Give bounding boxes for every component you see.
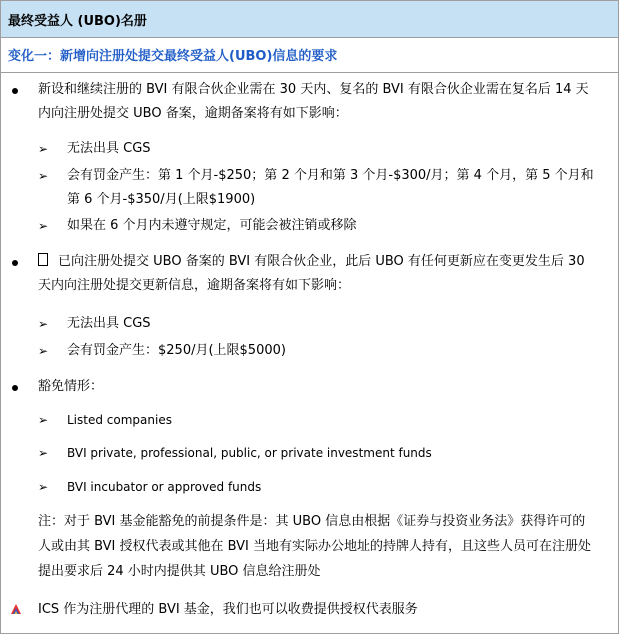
exemptions-label: 豁免情形：	[38, 379, 104, 394]
section2-item: 无法出具 CGS	[67, 316, 151, 331]
bullet-icon	[12, 260, 18, 266]
table-header	[1, 1, 618, 38]
arrow-icon: ➢	[38, 142, 49, 156]
subtitle-row	[1, 38, 618, 73]
arrow-icon: ➢	[38, 219, 49, 233]
section1-line2: 内向注册处提交 UBO 备案，逾期备案将有如下影响：	[38, 106, 348, 121]
bullet-icon	[12, 385, 18, 391]
exemption-item: BVI private, professional, public, or private investment funds	[67, 446, 432, 460]
section1-item: 无法出具 CGS	[67, 141, 151, 156]
section1-item: 如果在 6 个月内未遵守规定，可能会被注销或移除	[67, 218, 357, 233]
section2-line2: 天内向注册处提交更新信息，逾期备案将有如下影响：	[38, 278, 351, 293]
section-subtitle: 变化一：新增向注册处提交最终受益人(UBO)信息的要求	[8, 49, 338, 64]
arrow-icon: ➢	[38, 446, 49, 460]
bullet-icon	[12, 88, 18, 94]
exemption-item: Listed companies	[67, 413, 172, 427]
section2-line1: 已向注册处提交 UBO 备案的 BVI 有限合伙企业，此后 UBO 有任何更新应在变更发生后 30	[38, 251, 585, 273]
footer-note: ICS 作为注册代理的 BVI 基金，我们也可以收费提供授权代表服务	[38, 602, 418, 617]
section1-item-cont: 第 6 个月-$350/月(上限$1900)	[67, 192, 256, 207]
note-line: 提出要求后 24 小时内提供其 UBO 信息给注册处	[38, 564, 321, 579]
arrow-icon: ➢	[38, 317, 49, 331]
section1-item: 会有罚金产生：第 1 个月-$250；第 2 个月和第 3 个月-$300/月；第 4 个月，第 5 个月和	[67, 168, 594, 183]
arrow-icon: ➢	[38, 169, 49, 183]
checkbox-glyph-icon	[38, 253, 48, 266]
note-line: 注：对于 BVI 基金能豁免的前提条件是：其 UBO 信息由根据《证券与投资业务法》获得许可的	[38, 514, 586, 529]
arrow-icon: ➢	[38, 480, 49, 494]
logo-mark-icon	[11, 604, 21, 615]
page-title: 最终受益人 (UBO)名册	[8, 14, 147, 29]
section1-line1: 新设和继续注册的 BVI 有限合伙企业需在 30 天内、复名的 BVI 有限合伙企业需在复名后 14 天	[38, 82, 589, 97]
exemption-item: BVI incubator or approved funds	[67, 480, 262, 494]
section2-item: 会有罚金产生：$250/月(上限$5000)	[67, 343, 286, 358]
arrow-icon: ➢	[38, 413, 49, 427]
arrow-icon: ➢	[38, 344, 49, 358]
note-line: 人或由其 BVI 授权代表或其他在 BVI 当地有实际办公地址的持牌人持有，且这些人员可在注册处	[38, 539, 592, 554]
